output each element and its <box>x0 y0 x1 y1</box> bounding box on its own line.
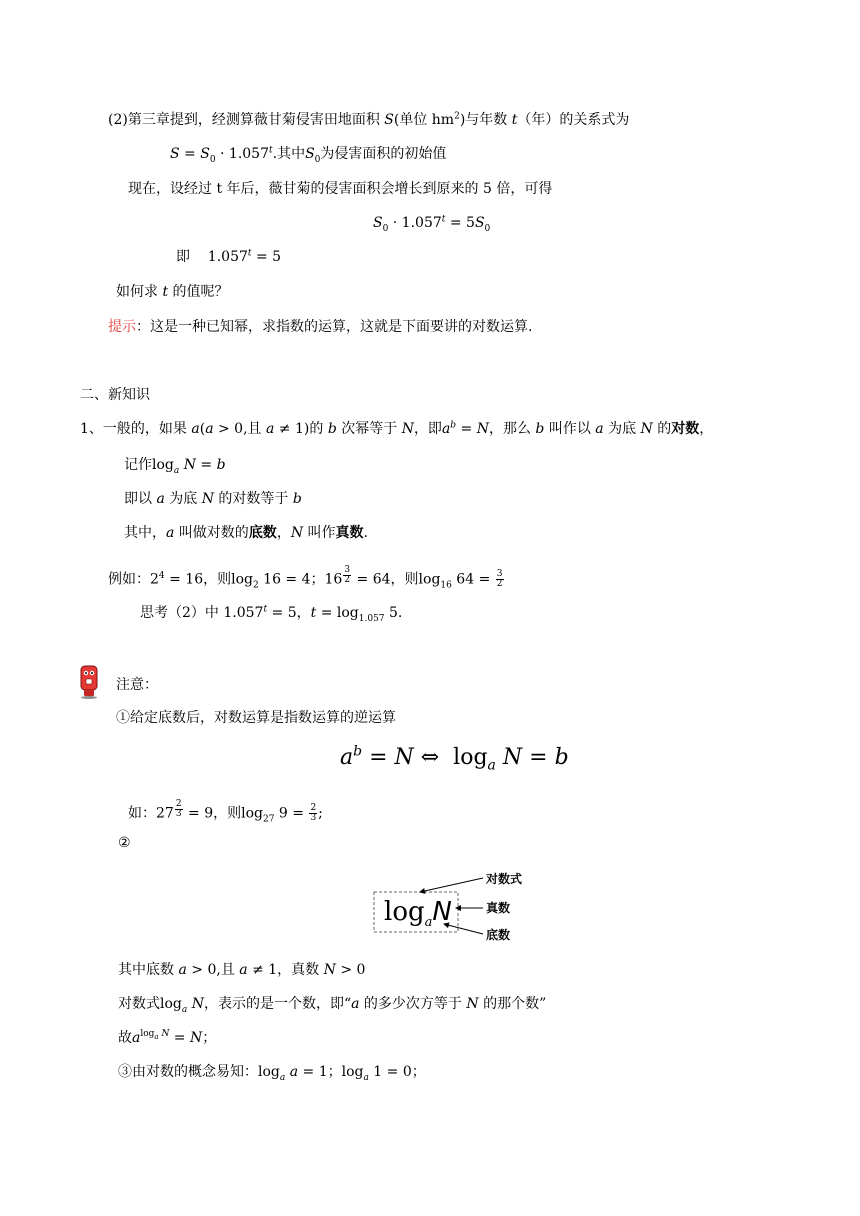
setup-line: 现在，设经过 t 年后，薇甘菊的侵害面积会增长到原来的 5 倍，可得 <box>128 181 553 197</box>
label-base: 底数 <box>486 928 511 942</box>
equation-five-times: $S_0 \cdot 1.057^t = 5S_0$ <box>373 214 491 234</box>
log-diagram <box>370 866 530 946</box>
label-log-expression: 对数式 <box>486 872 523 886</box>
label-argument: 真数 <box>486 901 511 915</box>
inverse-relation-formula: $a^b = N$ ⇔ $\log_a N = b$ <box>340 743 569 774</box>
notice-title: 注意： <box>116 677 158 693</box>
notice-item-1-example: 如：27 $^{\frac{2}{3}}$ = 9，则$\log_{27} 9$ = $\frac{2}{3}$ ; <box>128 799 323 825</box>
parts-line: 其中，a 叫做对数的底数，N 叫作真数. <box>124 525 368 541</box>
think-line: 思考（2）中 $1.057^t = 5$，$t = \log_{1.057} 5$. <box>140 604 403 624</box>
identity-line: 故$a^{log_a N} = N$； <box>118 1029 217 1046</box>
example-line: 例如：$2^4 = 16$，则$\log_2 16 = 4$；16 $^{\frac{3}{2}}$ = 64，则$\log_{16} 64$ = $\frac{3}{2}$ <box>108 565 503 591</box>
hint-line: 提示：这是一种已知幂，求指数的运算，这就是下面要讲的对数运算. <box>108 319 533 335</box>
hint-label: 提示 <box>108 319 136 335</box>
warning-icon <box>78 665 100 699</box>
notice-item-2: ② <box>118 835 131 851</box>
question-2-line: (2)第三章提到，经测算薇甘菊侵害田地面积 S(单位 $hm^2$)与年数 t（年）的关系式为 <box>108 111 630 128</box>
equation-simplified: 即 $1.057^t = 5$ <box>176 248 282 265</box>
section-heading: 二、新知识 <box>80 387 150 403</box>
notice-item-1: ①给定底数后，对数运算是指数运算的逆运算 <box>116 710 396 726</box>
conditions-line: 其中底数 a > 0,且 a ≠ 1，真数 N > 0 <box>118 962 366 978</box>
log-expression: $\log_aN$ <box>384 897 452 931</box>
growth-formula: $S = S_0 \cdot 1.057^t$.其中$S_0$为侵害面积的初始值 <box>170 145 447 165</box>
expression-meaning-line: 对数式$\log_a N$，表示的是一个数，即“a 的多少次方等于 N 的那个数” <box>118 996 547 1015</box>
notation-line: 记作$\log_a N = b$ <box>124 457 226 476</box>
reading-line: 即以 a 为底 N 的对数等于 b <box>124 491 302 507</box>
question-line: 如何求 t 的值呢？ <box>116 284 229 300</box>
definition-line: 1、一般的，如果 a(a > 0,且 a ≠ 1)的 b 次幂等于 N，即$a^b = N$，那么 b 叫作以 a 为底 N 的对数， <box>80 420 714 437</box>
notice-item-3: ③由对数的概念易知：$\log_a a = 1$；$\log_a 1 = 0$； <box>118 1064 426 1083</box>
